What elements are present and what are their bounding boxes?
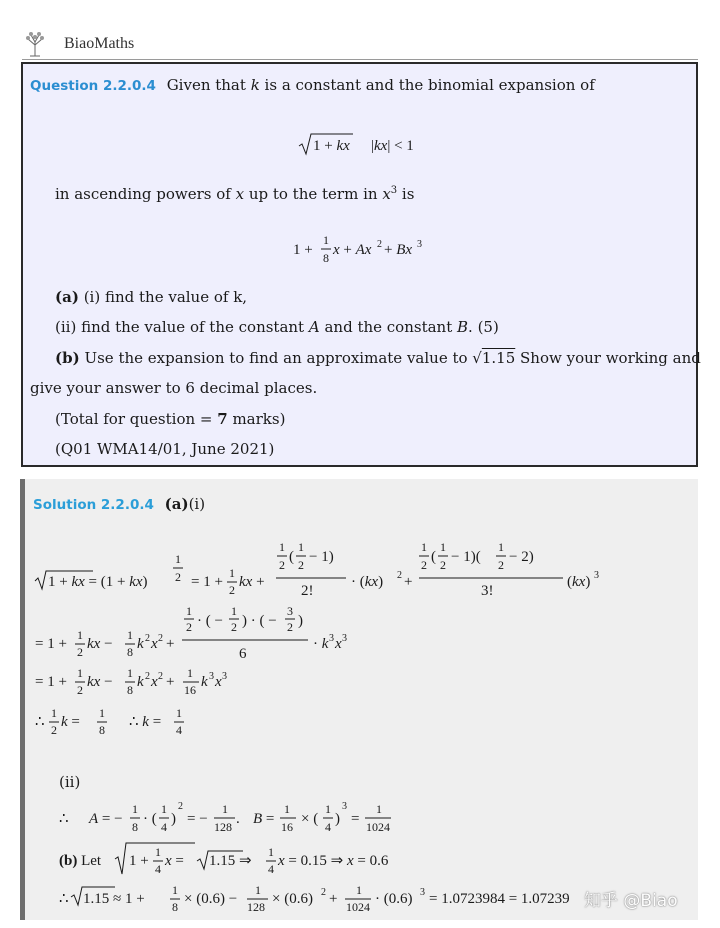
svg-text:1: 1	[421, 540, 427, 554]
svg-text:4: 4	[325, 820, 331, 834]
solution-label: Solution 2.2.0.4	[33, 497, 154, 513]
svg-text:2: 2	[77, 645, 83, 659]
svg-text:2: 2	[231, 620, 237, 634]
question-total: (Total for question = 7 marks)	[55, 410, 286, 428]
svg-text:∴ k =: ∴ k =	[129, 714, 162, 730]
svg-text:+: +	[404, 574, 413, 590]
question-part-a-ii: (ii) find the value of the constant A and the constant B. (5)	[55, 318, 499, 336]
question-part-a-i: (a) (i) find the value of k,	[55, 288, 248, 306]
svg-text:x: x	[151, 636, 158, 652]
svg-text:2: 2	[397, 570, 402, 581]
tree-logo-icon	[22, 31, 48, 57]
svg-text:8: 8	[172, 900, 178, 914]
svg-text:(b) Let: (b) Let	[59, 853, 102, 869]
solution-line-2	[33, 603, 453, 667]
svg-text:− 1): − 1)	[309, 549, 334, 565]
svg-text:3: 3	[342, 801, 347, 812]
svg-text:(kx): (kx)	[567, 574, 591, 590]
svg-text:x: x	[151, 674, 158, 690]
page-header	[22, 28, 698, 60]
svg-text:3: 3	[209, 671, 214, 682]
svg-text:∴: ∴	[59, 811, 69, 827]
svg-text:+: +	[166, 636, 175, 652]
svg-text:x = 0.15 ⇒ x = 0.6: x = 0.15 ⇒ x = 0.6	[278, 853, 389, 869]
svg-text:= 1 +: = 1 +	[35, 674, 67, 690]
question-source: (Q01 WMA14/01, June 2021)	[55, 440, 275, 458]
series-expression	[293, 230, 443, 276]
svg-text:× (: × (	[301, 811, 319, 827]
solution-heading: Solution 2.2.0.4 (a)(i)	[33, 495, 206, 513]
svg-text:1: 1	[498, 540, 504, 554]
solution-line-4	[33, 704, 233, 748]
svg-text:2: 2	[377, 239, 382, 250]
svg-text:1: 1	[284, 802, 290, 816]
svg-text:k: k	[137, 674, 144, 690]
svg-text:· k: · k	[313, 636, 329, 652]
svg-text:1 + kx: 1 + kx	[313, 138, 350, 154]
svg-text:2: 2	[145, 671, 150, 682]
svg-text:∴: ∴	[59, 891, 69, 907]
svg-text:k: k	[137, 636, 144, 652]
svg-text:2: 2	[145, 633, 150, 644]
svg-text:1 +: 1 +	[293, 242, 313, 258]
svg-text:(: (	[431, 549, 436, 565]
svg-text:1: 1	[172, 883, 178, 897]
svg-text:(: (	[289, 549, 294, 565]
svg-text:= −: = −	[187, 811, 208, 827]
svg-text:2: 2	[175, 570, 181, 584]
svg-text:2: 2	[279, 558, 285, 572]
svg-text:kx +: kx +	[239, 574, 265, 590]
svg-text:1: 1	[222, 802, 228, 816]
svg-text:1: 1	[127, 666, 133, 680]
svg-text:=: =	[351, 811, 360, 827]
svg-text:1: 1	[186, 604, 192, 618]
brand-name: BiaoMaths	[64, 34, 135, 52]
svg-text:1: 1	[376, 802, 382, 816]
svg-text:2: 2	[321, 887, 326, 898]
sqrt-expression	[293, 132, 433, 162]
question-intro-line	[30, 76, 595, 95]
svg-text:+ Bx: + Bx	[384, 242, 413, 258]
svg-text:.: .	[236, 811, 240, 827]
svg-text:1: 1	[161, 802, 167, 816]
svg-text:128: 128	[247, 900, 265, 914]
svg-text:2: 2	[440, 558, 446, 572]
svg-text:k: k	[201, 674, 208, 690]
svg-text:+: +	[166, 674, 175, 690]
svg-text:3!: 3!	[481, 583, 494, 599]
svg-text:· (0.6): · (0.6)	[375, 891, 413, 907]
svg-text:2: 2	[229, 583, 235, 597]
svg-text:2!: 2!	[301, 583, 314, 599]
question-intro: Given that k is a constant and the binomial expansion of	[166, 76, 595, 94]
svg-text:1024: 1024	[346, 900, 370, 914]
svg-text:1: 1	[77, 628, 83, 642]
svg-text:· ( −: · ( −	[197, 613, 223, 629]
question-box	[21, 62, 701, 467]
svg-text:1: 1	[51, 706, 57, 720]
svg-text:2: 2	[77, 683, 83, 697]
svg-text:2: 2	[158, 671, 163, 682]
svg-text:): )	[298, 613, 303, 629]
svg-text:): )	[171, 811, 176, 827]
svg-text:3: 3	[420, 887, 425, 898]
svg-text:= 1.0723984 = 1.07239: = 1.0723984 = 1.07239	[429, 891, 570, 907]
svg-text:1 + kx = (1 + kx): 1 + kx = (1 + kx)	[48, 574, 148, 590]
svg-text:4: 4	[176, 723, 182, 737]
svg-text:1: 1	[325, 802, 331, 816]
svg-text:1: 1	[77, 666, 83, 680]
svg-text:1: 1	[279, 540, 285, 554]
svg-text:x =: x =	[165, 853, 184, 869]
svg-text:x: x	[215, 674, 222, 690]
question-ascending: in ascending powers of x up to the term in $x^3$ is	[55, 185, 415, 203]
svg-text:× (0.6) −: × (0.6) −	[184, 891, 238, 907]
svg-text:8: 8	[99, 723, 105, 737]
solution-line-1	[33, 531, 673, 603]
svg-text:8: 8	[127, 645, 133, 659]
svg-text:1: 1	[298, 540, 304, 554]
svg-text:3: 3	[329, 633, 334, 644]
svg-text:× (0.6): × (0.6)	[272, 891, 313, 907]
svg-text:1: 1	[155, 845, 161, 859]
svg-text:· (: · (	[143, 811, 157, 827]
svg-text:1.15 ≈ 1 +: 1.15 ≈ 1 +	[83, 891, 145, 907]
svg-text:16: 16	[281, 820, 293, 834]
svg-text:1 +: 1 +	[129, 853, 149, 869]
question-part-b: (b) Use the expansion to find an approximate value to √1.15 Show your working and	[55, 349, 701, 367]
svg-text:1: 1	[356, 883, 362, 897]
svg-text:1: 1	[132, 802, 138, 816]
question-part-b-cont: give your answer to 6 decimal places.	[30, 379, 318, 397]
svg-text:kx −: kx −	[87, 636, 113, 652]
svg-text:6: 6	[239, 646, 247, 662]
svg-text:4: 4	[155, 862, 161, 876]
svg-text:2: 2	[498, 558, 504, 572]
svg-text:3: 3	[342, 633, 347, 644]
watermark: 知乎 @Biao	[584, 891, 678, 911]
solution-line-3	[33, 664, 293, 708]
solution-part-ii: (ii)	[59, 773, 81, 791]
svg-text:1: 1	[440, 540, 446, 554]
svg-text:4: 4	[268, 862, 274, 876]
svg-text:8: 8	[132, 820, 138, 834]
svg-text:2: 2	[186, 620, 192, 634]
svg-text:− 1)(: − 1)(	[451, 549, 481, 565]
svg-text:1: 1	[255, 883, 261, 897]
svg-text:· (kx): · (kx)	[351, 574, 384, 590]
svg-text:k =: k =	[61, 714, 80, 730]
svg-text:1: 1	[231, 604, 237, 618]
svg-text:|kx| < 1: |kx| < 1	[371, 138, 414, 154]
svg-text:8: 8	[127, 683, 133, 697]
svg-text:): )	[335, 811, 340, 827]
svg-text:1: 1	[268, 845, 274, 859]
svg-text:x + Ax: x + Ax	[333, 242, 372, 258]
svg-text:3: 3	[594, 570, 599, 581]
svg-text:2: 2	[287, 620, 293, 634]
svg-text:4: 4	[161, 820, 167, 834]
svg-text:8: 8	[323, 251, 329, 265]
svg-text:2: 2	[51, 723, 57, 737]
question-label: Question 2.2.0.4	[30, 78, 156, 94]
svg-text:3: 3	[287, 604, 293, 618]
svg-text:2: 2	[421, 558, 427, 572]
svg-text:2: 2	[298, 558, 304, 572]
solution-line-5	[59, 793, 479, 847]
svg-text:3: 3	[222, 671, 227, 682]
svg-text:1: 1	[175, 552, 181, 566]
svg-text:1: 1	[99, 706, 105, 720]
svg-text:B =: B =	[253, 811, 275, 827]
svg-text:3: 3	[417, 239, 422, 250]
svg-text:) · ( −: ) · ( −	[242, 613, 277, 629]
svg-text:16: 16	[184, 683, 196, 697]
svg-text:1: 1	[176, 706, 182, 720]
svg-text:x: x	[335, 636, 342, 652]
svg-text:1.15 ⇒: 1.15 ⇒	[209, 853, 252, 869]
svg-text:A = −: A = −	[89, 811, 123, 827]
svg-text:− 2): − 2)	[509, 549, 534, 565]
svg-text:= 1 +: = 1 +	[35, 636, 67, 652]
svg-text:kx −: kx −	[87, 674, 113, 690]
svg-text:1: 1	[229, 566, 235, 580]
svg-text:1024: 1024	[366, 820, 390, 834]
svg-text:2: 2	[158, 633, 163, 644]
svg-text:128: 128	[214, 820, 232, 834]
svg-text:1: 1	[187, 666, 193, 680]
svg-text:+: +	[329, 891, 338, 907]
svg-text:∴: ∴	[35, 714, 45, 730]
svg-text:2: 2	[178, 801, 183, 812]
svg-text:= 1 +: = 1 +	[191, 574, 223, 590]
svg-text:1: 1	[127, 628, 133, 642]
svg-text:1: 1	[323, 233, 329, 247]
solution-box	[20, 479, 698, 920]
